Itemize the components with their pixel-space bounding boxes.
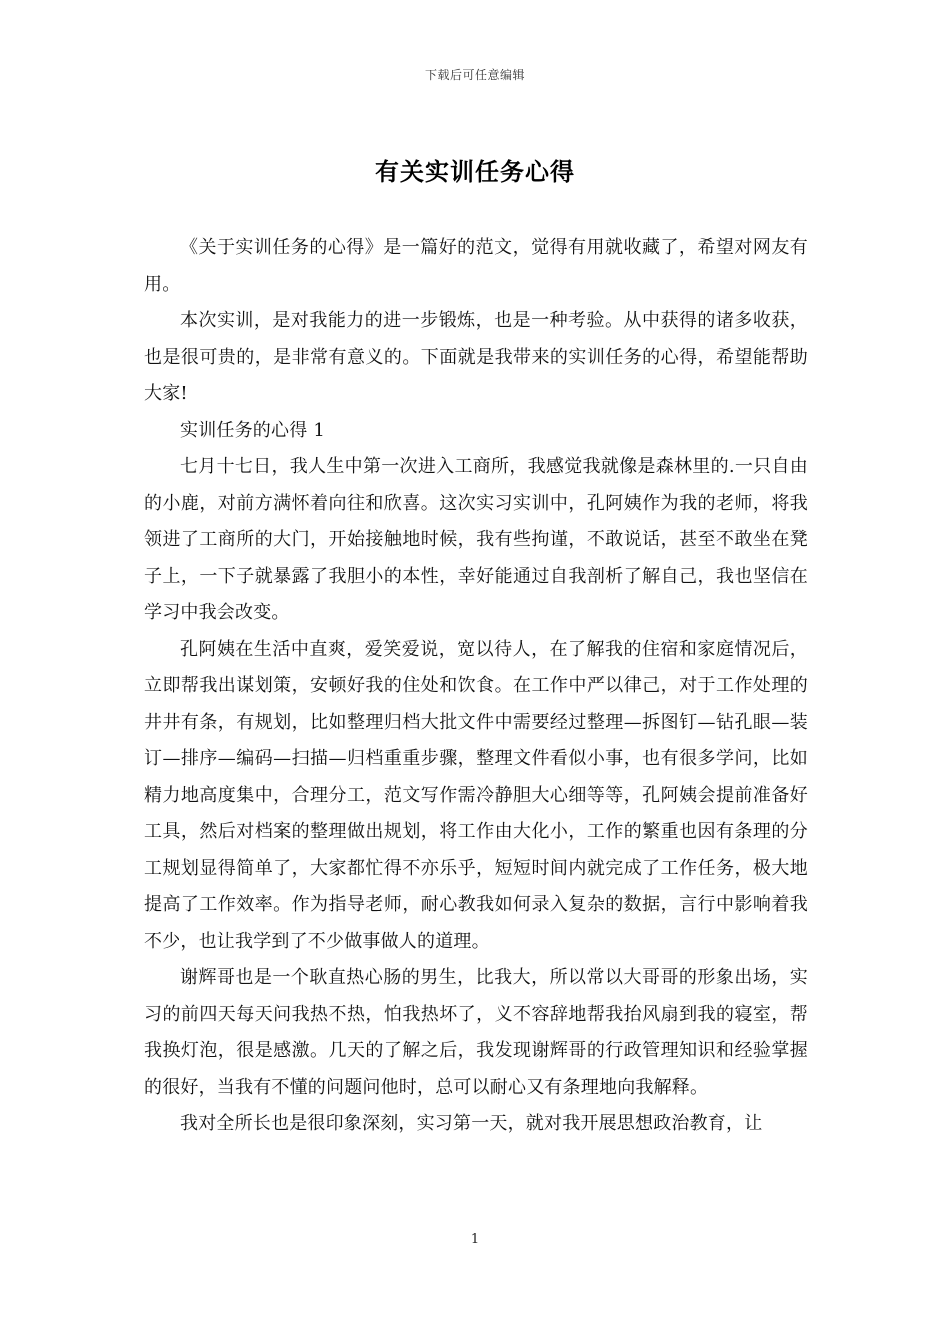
document-body — [144, 230, 808, 1143]
section-heading: 实训任务的心得 1 — [180, 419, 325, 441]
paragraph-body-2: 孔阿姨在生活中直爽，爱笑爱说，宽以待人，在了解我的住宿和家庭情况后，立即帮我出谋划策，安顿好我的住处和饮食。在工作中严以律己，对于工作处理的井井有条，有规划，比如整理归档大批文件中需要经过整理—拆图钉—钻孔眼—装订—排序—编码—扫描—归档重重步骤，整理文件看似小事，也有很多学问，比如精力地高度集中，合理分工，范文写作需冷静胆大心细等等，孔阿姨会提前准备好工具，然后对档案的整理做出规划，将工作由大化小，工作的繁重也因有条理的分工规划显得简单了，大家都忙得不亦乐乎，短短时间内就完成了工作任务，极大地提高了工作效率。作为指导老师，耐心教我如何录入复杂的数据，言行中影响着我不少，也让我学到了不少做事做人的道理。 — [144, 638, 808, 952]
paragraph-body-1: 七月十七日，我人生中第一次进入工商所，我感觉我就像是森林里的.一只自由的小鹿，对前方满怀着向往和欣喜。这次实习实训中，孔阿姨作为我的老师，将我领进了工商所的大门，开始接触地时候，我有些拘谨，不敢说话，甚至不敢坐在凳子上，一下子就暴露了我胆小的本性，幸好能通过自我剖析了解自己，我也坚信在学习中我会改变。 — [144, 456, 808, 623]
paragraph-body-4: 我对全所长也是很印象深刻，实习第一天，就对我开展思想政治教育，让 — [180, 1113, 763, 1134]
header-note: 下载后可任意编辑 — [424, 68, 525, 82]
paragraph-summary: 本次实训，是对我能力的进一步锻炼，也是一种考验。从中获得的诸多收获，也是很可贵的，是非常有意义的。下面就是我带来的实训任务的心得，希望能帮助大家! — [144, 310, 808, 404]
paragraph-body-3: 谢辉哥也是一个耿直热心肠的男生，比我大，所以常以大哥哥的形象出场，实习的前四天每天问我热不热，怕我热坏了，义不容辞地帮我抬风扇到我的寝室，帮我换灯泡，很是感激。几天的了解之后，我发现谢辉哥的行政管理知识和经验掌握的很好，当我有不懂的问题问他时，总可以耐心又有条理地向我解释。 — [144, 967, 808, 1098]
page-number: 1 — [470, 1232, 480, 1247]
document-title: 有关实训任务心得 — [375, 157, 575, 186]
paragraph-intro: 《关于实训任务的心得》是一篇好的范文，觉得有用就收藏了，希望对网友有用。 — [144, 237, 808, 295]
